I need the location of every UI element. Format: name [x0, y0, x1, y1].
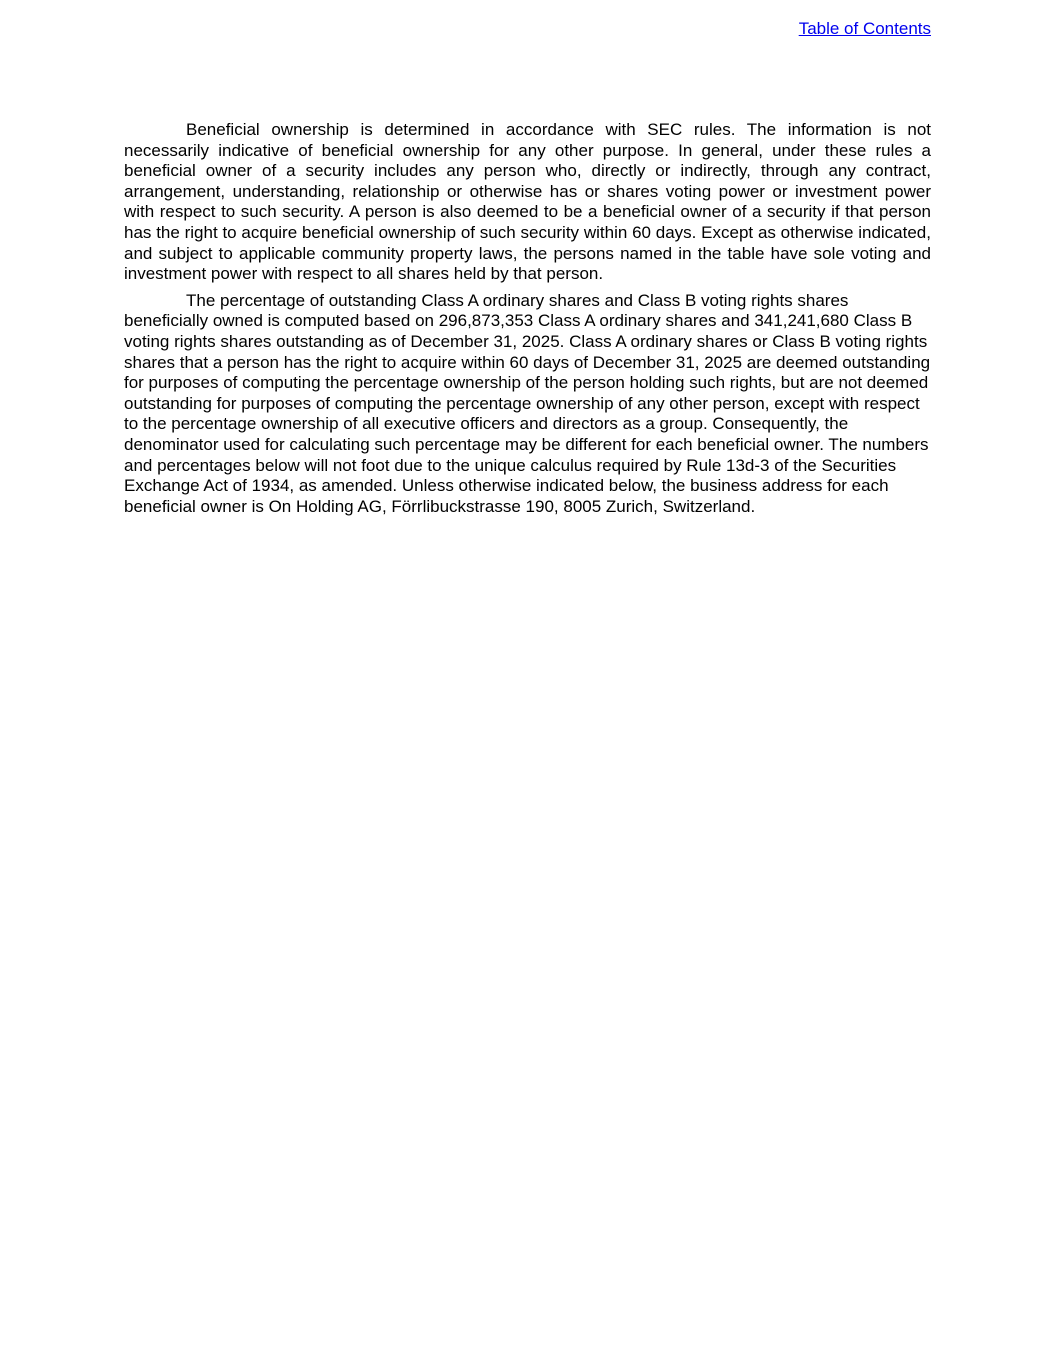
table-of-contents-link[interactable]: Table of Contents	[798, 19, 931, 38]
beneficial-ownership-paragraph: Beneficial ownership is determined in accordance with SEC rules. The information is not necessarily indicative of beneficial ownership for any other purpose. In general, under these rules a beneficial owner of a security includes any person who, directly or indirectly, through any contract, arrangement, understanding, relationship or otherwise has or shares voting power or investment power with respect to such security. A person is also deemed to be a beneficial owner of a security if that person has the right to acquire beneficial ownership of such security within 60 days. Except as otherwise indicated, and subject to applicable community property laws, the persons named in the table have sole voting and investment power with respect to all shares held by that person.	[124, 120, 931, 284]
document-body	[124, 120, 931, 523]
percentage-computation-paragraph: The percentage of outstanding Class A ordinary shares and Class B voting rights shares beneficially owned is computed based on 296,873,353 Class A ordinary shares and 341,241,680 Class B voting rights shares outstanding as of December 31, 2025. Class A ordinary shares or Class B voting rights shares that a person has the right to acquire within 60 days of December 31, 2025 are deemed outstanding for purposes of computing the percentage ownership of the person holding such rights, but are not deemed outstanding for purposes of computing the percentage ownership of any other person, except with respect to the percentage ownership of all executive officers and directors as a group. Consequently, the denominator used for calculating such percentage may be different for each beneficial owner. The numbers and percentages below will not foot due to the unique calculus required by Rule 13d-3 of the Securities Exchange Act of 1934, as amended. Unless otherwise indicated below, the business address for each beneficial owner is On Holding AG, Förrlibuckstrasse 190, 8005 Zurich, Switzerland.	[124, 290, 931, 516]
